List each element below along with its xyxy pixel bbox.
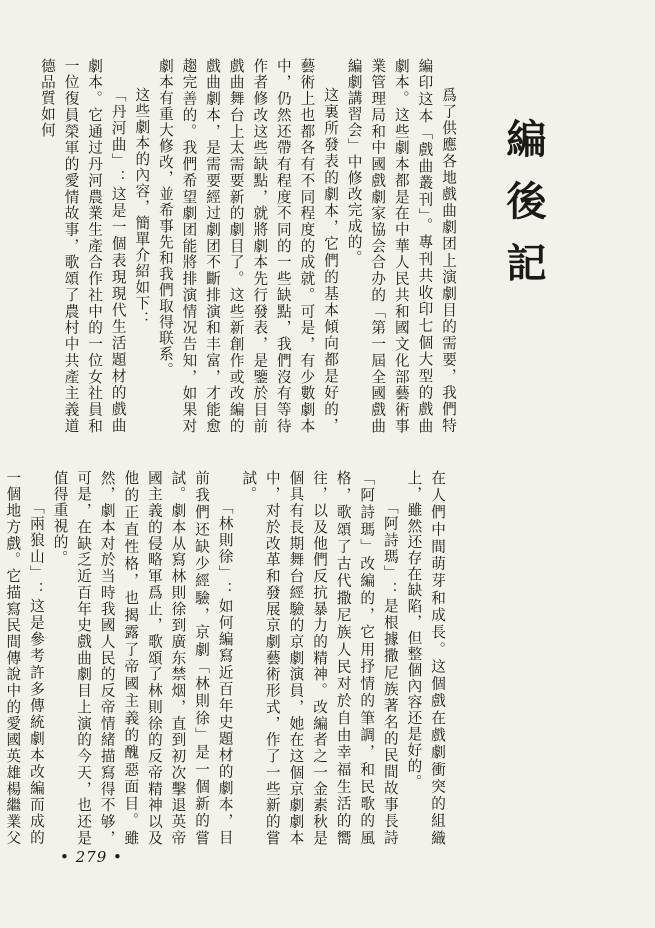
paragraph: 爲了供應各地戲曲劇团上演劇目的需要，我們特編印这本「戲曲叢刊」。專刊共收印七個大型的戲曲劇本。这些劇本都是在中華人民共和國文化部藝術事業管理局和中國戲劇家協会合办的「第一屆全國戲曲編劇講習会」中修改完成的。 <box>345 58 457 434</box>
paragraph: 「丹河曲」：这是一個表現現代生活題材的戲曲劇本。它通过丹河農業生產合作社中的一位女社員和一位復員榮軍的愛情故事，歌頌了農村中共產主義道德品質如何 <box>38 58 127 434</box>
paragraph: 这裏所發表的劇本，它們的基本傾向都是好的，藝術上也都各有不同程度的成就。可是，有少數劇本中，仍然还帶有程度不同的一些缺點，我們沒有等待作者修改这些缺點，就將劇本先行發表，是鑒於目前戲曲舞台上太需要新的劇目了。这些新創作或改編的戲曲劇本，是需要經过劇团不斷排演和丰富，才能愈趨完善的。我們希望劇团能將排演情况告知，如果对劇本有重大修改，並希事先和我們取得联系。 <box>156 58 340 434</box>
paragraph: 「阿詩瑪」：是根據撒尼族著名的民間故事長詩「阿詩瑪」改編的，它用抒情的筆調，和民歌的風格，歌頌了古代撒尼族人民对於自由幸福生活的嚮往，以及他們反抗暴力的精神。改編者之一金素秋是個具有長期舞台經驗的京劇演員，她在这個京劇劇本中，对於改革和發展京劇藝術形式，作了一些新的嘗試。 <box>240 470 399 846</box>
page-title: 編後記 <box>500 118 547 304</box>
paragraph: 「林則徐」：如何編寫近百年史題材的劇本，目前我們还缺少經驗，京劇「林則徐」是一個新的嘗試。劇本从寫林則徐到廣东禁烟，直到初次擊退英帝國主義的侵略軍爲止，歌頌了林則徐的反帝精神以及他的正直性格，也揭露了帝國主義的醜惡面目。雖然，劇本对於当時我國人民的反帝情緒描寫得不够，可是，在缺乏近百年史戲曲劇目上演的今天，也还是值得重視的。 <box>51 470 234 846</box>
lower-text-block <box>4 470 449 846</box>
paragraph: 在人們中間萌芽和成長。这個戲在戲劇衝突的組織上，雖然还存在缺陷，但整個內容还是好的。 <box>405 470 446 846</box>
page-number: • 279 • <box>60 848 123 866</box>
paragraph: 「兩狼山」：这是參考許多傳統劇本改編而成的一個地方戲。它描寫民間傳說中的愛國英雄楊繼業父 <box>4 470 45 846</box>
paragraph: 这些劇本的內容，簡單介紹如下： <box>133 87 151 328</box>
upper-text-block <box>38 58 460 434</box>
